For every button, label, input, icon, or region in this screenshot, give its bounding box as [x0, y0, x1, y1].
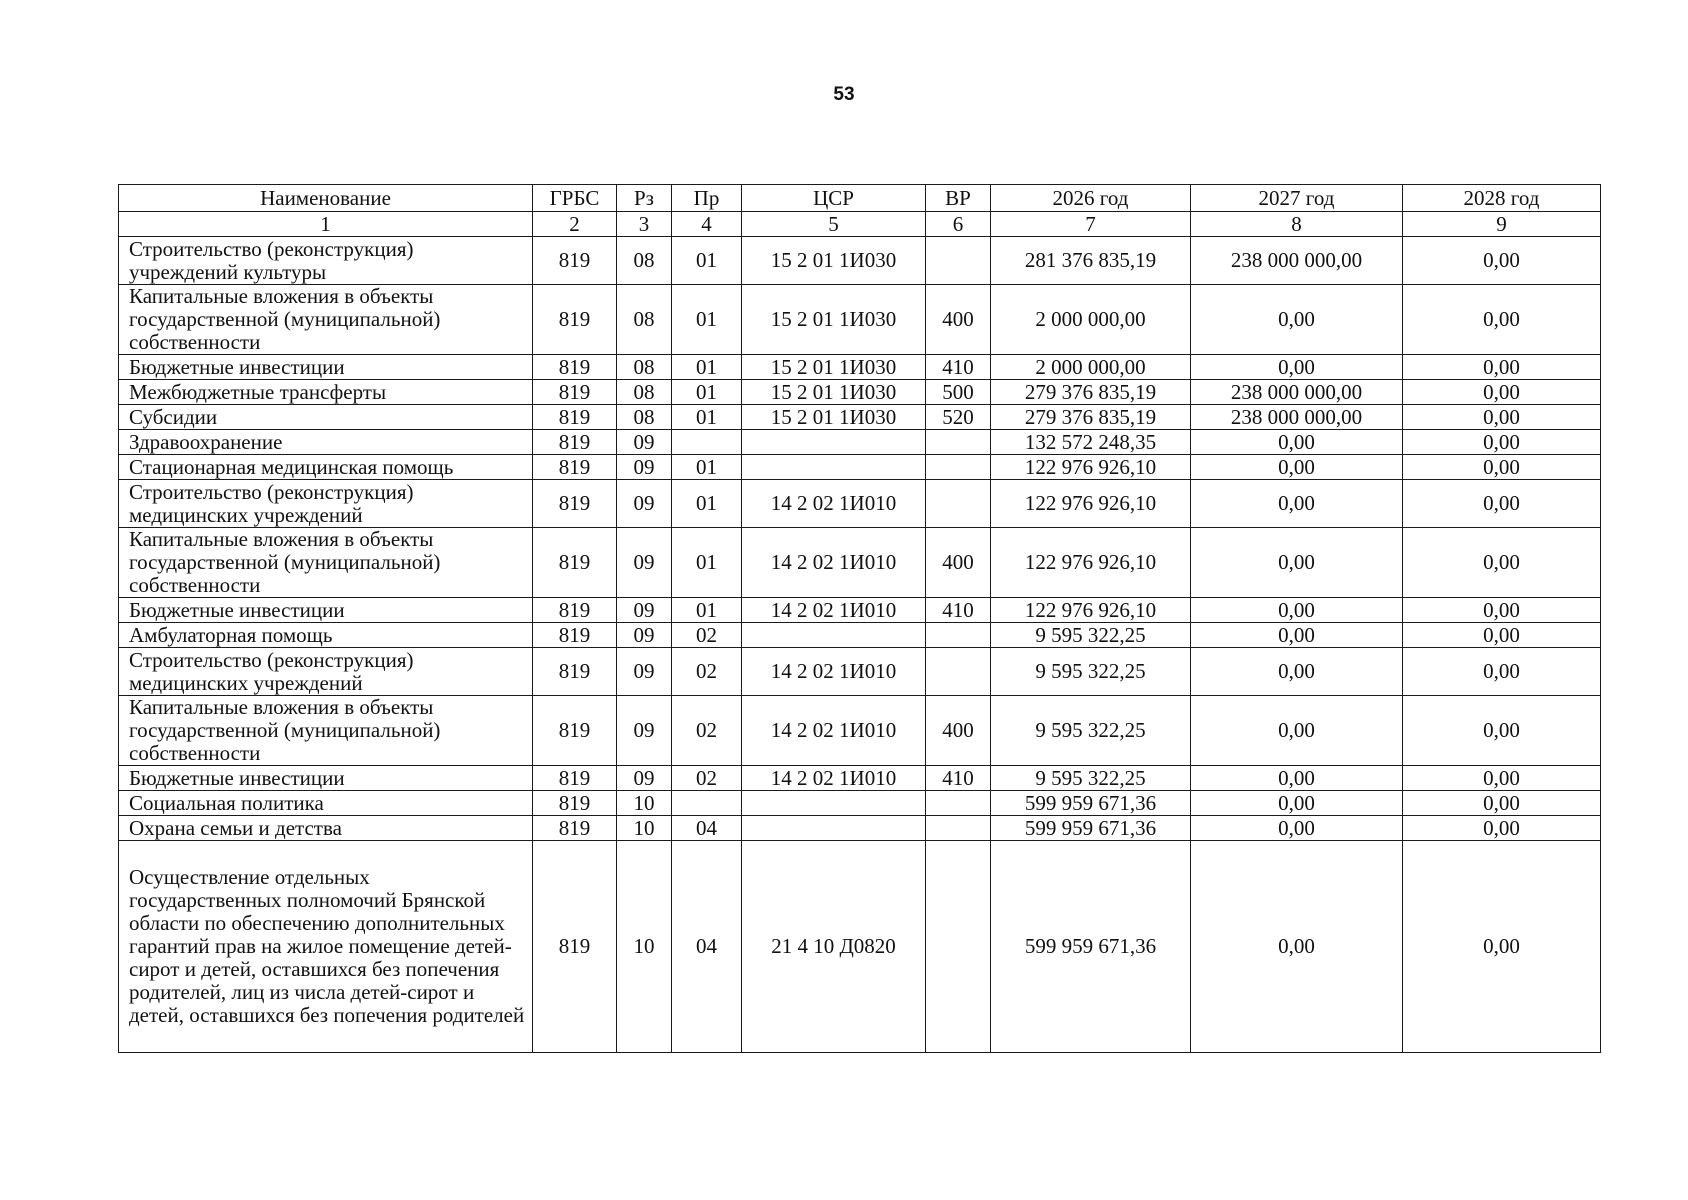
table-row [119, 480, 1601, 528]
table-row [119, 237, 1601, 285]
column-number: 8 [1191, 212, 1403, 237]
table-cell: 04 [672, 841, 742, 1053]
row-name-cell: Субсидии [119, 405, 533, 430]
table-cell: 819 [533, 791, 617, 816]
table-cell: 122 976 926,10 [991, 455, 1191, 480]
table-cell: 0,00 [1191, 841, 1403, 1053]
table-cell [926, 841, 991, 1053]
table-cell: 410 [926, 766, 991, 791]
table-cell: 819 [533, 816, 617, 841]
table-cell [672, 791, 742, 816]
column-header: ЦСР [742, 185, 926, 212]
table-cell: 9 595 322,25 [991, 648, 1191, 696]
row-name-cell: Строительство (реконструкция) медицинских учреждений [119, 480, 533, 528]
table-cell: 15 2 01 1И030 [742, 405, 926, 430]
row-name-cell: Капитальные вложения в объекты государственной (муниципальной) собственности [119, 285, 533, 355]
table-cell: 09 [617, 648, 672, 696]
page-number: 53 [833, 84, 855, 105]
column-header: 2026 год [991, 185, 1191, 212]
table-row [119, 405, 1601, 430]
table-cell: 02 [672, 766, 742, 791]
table-cell: 9 595 322,25 [991, 623, 1191, 648]
table-cell: 10 [617, 841, 672, 1053]
table-cell: 238 000 000,00 [1191, 237, 1403, 285]
table-cell: 14 2 02 1И010 [742, 696, 926, 766]
table-cell: 01 [672, 355, 742, 380]
table-cell: 08 [617, 237, 672, 285]
table-cell: 0,00 [1403, 841, 1601, 1053]
table-cell: 01 [672, 405, 742, 430]
table-cell: 9 595 322,25 [991, 766, 1191, 791]
row-name-cell: Бюджетные инвестиции [119, 598, 533, 623]
column-number: 7 [991, 212, 1191, 237]
table-cell: 09 [617, 455, 672, 480]
table-cell: 819 [533, 285, 617, 355]
table-cell: 0,00 [1191, 285, 1403, 355]
table-cell: 819 [533, 528, 617, 598]
table-row [119, 791, 1601, 816]
table-cell [742, 430, 926, 455]
column-number: 9 [1403, 212, 1601, 237]
table-cell: 10 [617, 816, 672, 841]
table-cell: 0,00 [1403, 598, 1601, 623]
table-cell: 0,00 [1403, 405, 1601, 430]
table-cell: 819 [533, 355, 617, 380]
table-cell: 0,00 [1403, 816, 1601, 841]
table-cell: 0,00 [1191, 598, 1403, 623]
table-row [119, 816, 1601, 841]
table-cell: 0,00 [1191, 528, 1403, 598]
column-header: 2028 год [1403, 185, 1601, 212]
table-cell: 819 [533, 480, 617, 528]
table-cell [742, 816, 926, 841]
table-cell: 400 [926, 528, 991, 598]
table-cell: 0,00 [1403, 355, 1601, 380]
table-cell: 09 [617, 766, 672, 791]
table-cell: 410 [926, 598, 991, 623]
table-cell: 0,00 [1191, 355, 1403, 380]
budget-table [118, 184, 1601, 1053]
column-number: 4 [672, 212, 742, 237]
table-row [119, 380, 1601, 405]
table-cell [742, 623, 926, 648]
table-cell: 400 [926, 285, 991, 355]
table-cell: 819 [533, 455, 617, 480]
table-cell: 0,00 [1191, 455, 1403, 480]
table-cell [926, 791, 991, 816]
table-cell: 01 [672, 285, 742, 355]
table-cell: 279 376 835,19 [991, 380, 1191, 405]
table-cell: 281 376 835,19 [991, 237, 1191, 285]
table-cell: 819 [533, 237, 617, 285]
table-cell: 14 2 02 1И010 [742, 766, 926, 791]
table-cell: 0,00 [1403, 766, 1601, 791]
table-cell: 14 2 02 1И010 [742, 598, 926, 623]
table-cell: 819 [533, 380, 617, 405]
table-row [119, 455, 1601, 480]
table-cell: 09 [617, 696, 672, 766]
table-row [119, 841, 1601, 1053]
row-name-cell: Межбюджетные трансферты [119, 380, 533, 405]
table-cell: 2 000 000,00 [991, 285, 1191, 355]
table-cell: 01 [672, 237, 742, 285]
table-cell: 0,00 [1191, 480, 1403, 528]
table-cell: 599 959 671,36 [991, 816, 1191, 841]
table-cell: 122 976 926,10 [991, 598, 1191, 623]
table-cell: 819 [533, 405, 617, 430]
column-number: 5 [742, 212, 926, 237]
column-header: ВР [926, 185, 991, 212]
table-cell [742, 455, 926, 480]
table-cell [926, 455, 991, 480]
row-name-cell: Стационарная медицинская помощь [119, 455, 533, 480]
table-cell: 0,00 [1403, 791, 1601, 816]
row-name-cell: Бюджетные инвестиции [119, 766, 533, 791]
table-row [119, 528, 1601, 598]
column-number-row [119, 212, 1601, 237]
table-cell: 09 [617, 598, 672, 623]
row-name-cell: Строительство (реконструкция) учреждений культуры [119, 237, 533, 285]
table-cell [926, 480, 991, 528]
table-cell: 0,00 [1403, 696, 1601, 766]
table-cell: 02 [672, 696, 742, 766]
table-cell: 238 000 000,00 [1191, 380, 1403, 405]
table-cell: 01 [672, 528, 742, 598]
table-cell: 21 4 10 Д0820 [742, 841, 926, 1053]
table-cell: 0,00 [1191, 816, 1403, 841]
table-cell: 08 [617, 355, 672, 380]
header-row [119, 185, 1601, 212]
row-name-cell: Капитальные вложения в объекты государственной (муниципальной) собственности [119, 696, 533, 766]
table-cell: 0,00 [1403, 430, 1601, 455]
table-cell: 400 [926, 696, 991, 766]
table-cell: 10 [617, 791, 672, 816]
table-cell: 819 [533, 696, 617, 766]
table-cell: 09 [617, 430, 672, 455]
table-cell: 599 959 671,36 [991, 841, 1191, 1053]
table-cell: 08 [617, 380, 672, 405]
table-cell: 01 [672, 455, 742, 480]
table-cell: 2 000 000,00 [991, 355, 1191, 380]
table-cell: 01 [672, 598, 742, 623]
table-cell [926, 648, 991, 696]
table-cell: 02 [672, 623, 742, 648]
column-header: Рз [617, 185, 672, 212]
table-cell: 08 [617, 285, 672, 355]
table-cell: 04 [672, 816, 742, 841]
table-cell: 819 [533, 766, 617, 791]
column-number: 6 [926, 212, 991, 237]
table-row [119, 598, 1601, 623]
table-cell: 0,00 [1403, 480, 1601, 528]
table-row [119, 696, 1601, 766]
row-name-cell: Бюджетные инвестиции [119, 355, 533, 380]
table-cell: 9 595 322,25 [991, 696, 1191, 766]
table-cell: 08 [617, 405, 672, 430]
table-row [119, 766, 1601, 791]
table-cell [926, 430, 991, 455]
table-cell [742, 791, 926, 816]
column-header: 2027 год [1191, 185, 1403, 212]
table-cell: 09 [617, 623, 672, 648]
table-cell: 819 [533, 598, 617, 623]
table-cell: 0,00 [1403, 237, 1601, 285]
column-number: 3 [617, 212, 672, 237]
table-cell: 0,00 [1191, 696, 1403, 766]
table-cell: 0,00 [1403, 528, 1601, 598]
row-name-cell: Строительство (реконструкция) медицинских учреждений [119, 648, 533, 696]
table-cell: 0,00 [1403, 380, 1601, 405]
table-cell: 819 [533, 841, 617, 1053]
table-body [119, 237, 1601, 1053]
column-header: Пр [672, 185, 742, 212]
table-cell: 14 2 02 1И010 [742, 648, 926, 696]
table-cell: 15 2 01 1И030 [742, 380, 926, 405]
row-name-cell: Капитальные вложения в объекты государственной (муниципальной) собственности [119, 528, 533, 598]
table-row [119, 623, 1601, 648]
table-row [119, 355, 1601, 380]
table-cell: 15 2 01 1И030 [742, 285, 926, 355]
table-cell: 0,00 [1191, 430, 1403, 455]
table-cell: 01 [672, 380, 742, 405]
table-cell: 09 [617, 528, 672, 598]
row-name-cell: Амбулаторная помощь [119, 623, 533, 648]
table-cell: 410 [926, 355, 991, 380]
table-cell: 0,00 [1403, 455, 1601, 480]
table-cell: 02 [672, 648, 742, 696]
table-cell: 0,00 [1403, 623, 1601, 648]
table-row [119, 285, 1601, 355]
table-cell: 599 959 671,36 [991, 791, 1191, 816]
table-cell: 0,00 [1191, 766, 1403, 791]
table-cell: 520 [926, 405, 991, 430]
row-name-cell: Здравоохранение [119, 430, 533, 455]
table-cell: 238 000 000,00 [1191, 405, 1403, 430]
table-cell: 0,00 [1403, 648, 1601, 696]
row-name-cell: Социальная политика [119, 791, 533, 816]
table-cell: 09 [617, 480, 672, 528]
row-name-cell: Осуществление отдельных государственных полномочий Брянской области по обеспечению дополнительных гарантий прав на жилое помещение детей-сирот и детей, оставшихся без попечения родителей, лиц из числа детей-сирот и детей, оставшихся без попечения родителей [119, 841, 533, 1053]
table-cell: 01 [672, 480, 742, 528]
table-cell: 122 976 926,10 [991, 480, 1191, 528]
table-cell: 500 [926, 380, 991, 405]
table-cell: 819 [533, 648, 617, 696]
table-cell: 279 376 835,19 [991, 405, 1191, 430]
table-cell: 15 2 01 1И030 [742, 355, 926, 380]
table-cell: 14 2 02 1И010 [742, 480, 926, 528]
table-cell: 122 976 926,10 [991, 528, 1191, 598]
table-cell: 0,00 [1191, 648, 1403, 696]
table-cell: 15 2 01 1И030 [742, 237, 926, 285]
table-cell: 0,00 [1191, 623, 1403, 648]
table-row [119, 648, 1601, 696]
row-name-cell: Охрана семьи и детства [119, 816, 533, 841]
column-header: Наименование [119, 185, 533, 212]
table-cell [926, 816, 991, 841]
column-number: 1 [119, 212, 533, 237]
table-cell: 0,00 [1191, 791, 1403, 816]
table-cell [926, 623, 991, 648]
table-cell [672, 430, 742, 455]
table-cell: 14 2 02 1И010 [742, 528, 926, 598]
column-number: 2 [533, 212, 617, 237]
table-cell: 819 [533, 430, 617, 455]
table-cell: 819 [533, 623, 617, 648]
table-cell: 0,00 [1403, 285, 1601, 355]
column-header: ГРБС [533, 185, 617, 212]
table-cell [926, 237, 991, 285]
table-row [119, 430, 1601, 455]
table-cell: 132 572 248,35 [991, 430, 1191, 455]
